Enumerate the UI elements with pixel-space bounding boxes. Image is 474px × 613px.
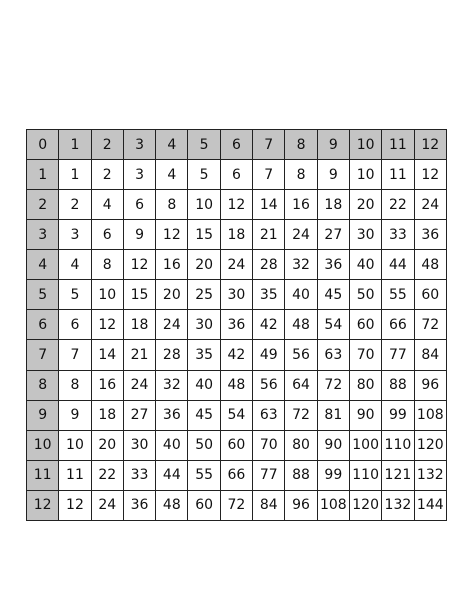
product-cell: 20 xyxy=(156,280,188,310)
product-cell: 55 xyxy=(188,460,220,490)
product-cell: 12 xyxy=(59,490,91,520)
product-cell: 24 xyxy=(156,310,188,340)
product-cell: 14 xyxy=(91,340,123,370)
product-cell: 24 xyxy=(123,370,155,400)
column-header: 10 xyxy=(349,130,381,160)
product-cell: 88 xyxy=(285,460,317,490)
product-cell: 44 xyxy=(156,460,188,490)
column-header: 12 xyxy=(414,130,446,160)
product-cell: 11 xyxy=(59,460,91,490)
product-cell: 10 xyxy=(59,430,91,460)
product-cell: 120 xyxy=(349,490,381,520)
product-cell: 22 xyxy=(91,460,123,490)
product-cell: 66 xyxy=(382,310,414,340)
product-cell: 15 xyxy=(123,280,155,310)
product-cell: 12 xyxy=(156,220,188,250)
product-cell: 36 xyxy=(414,220,446,250)
product-cell: 16 xyxy=(91,370,123,400)
table-row xyxy=(27,400,447,430)
product-cell: 84 xyxy=(414,340,446,370)
row-header: 3 xyxy=(27,220,59,250)
product-cell: 36 xyxy=(123,490,155,520)
product-cell: 5 xyxy=(59,280,91,310)
product-cell: 24 xyxy=(220,250,252,280)
product-cell: 44 xyxy=(382,250,414,280)
product-cell: 1 xyxy=(59,160,91,190)
table-row xyxy=(27,190,447,220)
product-cell: 48 xyxy=(156,490,188,520)
product-cell: 60 xyxy=(414,280,446,310)
product-cell: 63 xyxy=(317,340,349,370)
product-cell: 90 xyxy=(317,430,349,460)
multiplication-table xyxy=(26,129,447,521)
product-cell: 6 xyxy=(220,160,252,190)
corner-cell: 0 xyxy=(27,130,59,160)
product-cell: 9 xyxy=(59,400,91,430)
column-header: 4 xyxy=(156,130,188,160)
product-cell: 6 xyxy=(59,310,91,340)
product-cell: 18 xyxy=(317,190,349,220)
product-cell: 45 xyxy=(188,400,220,430)
product-cell: 110 xyxy=(382,430,414,460)
product-cell: 77 xyxy=(382,340,414,370)
column-header: 2 xyxy=(91,130,123,160)
product-cell: 2 xyxy=(91,160,123,190)
product-cell: 84 xyxy=(253,490,285,520)
product-cell: 10 xyxy=(91,280,123,310)
product-cell: 56 xyxy=(253,370,285,400)
product-cell: 132 xyxy=(382,490,414,520)
product-cell: 70 xyxy=(349,340,381,370)
product-cell: 80 xyxy=(349,370,381,400)
product-cell: 33 xyxy=(382,220,414,250)
table-row xyxy=(27,220,447,250)
product-cell: 6 xyxy=(91,220,123,250)
product-cell: 80 xyxy=(285,430,317,460)
product-cell: 12 xyxy=(220,190,252,220)
row-header: 6 xyxy=(27,310,59,340)
product-cell: 144 xyxy=(414,490,446,520)
product-cell: 3 xyxy=(59,220,91,250)
product-cell: 60 xyxy=(188,490,220,520)
product-cell: 32 xyxy=(156,370,188,400)
column-header: 5 xyxy=(188,130,220,160)
product-cell: 11 xyxy=(382,160,414,190)
product-cell: 25 xyxy=(188,280,220,310)
product-cell: 40 xyxy=(349,250,381,280)
product-cell: 50 xyxy=(349,280,381,310)
table-body xyxy=(27,130,447,521)
product-cell: 77 xyxy=(253,460,285,490)
product-cell: 24 xyxy=(91,490,123,520)
product-cell: 63 xyxy=(253,400,285,430)
product-cell: 42 xyxy=(220,340,252,370)
product-cell: 28 xyxy=(253,250,285,280)
product-cell: 48 xyxy=(285,310,317,340)
product-cell: 21 xyxy=(253,220,285,250)
table-row xyxy=(27,490,447,520)
product-cell: 90 xyxy=(349,400,381,430)
product-cell: 96 xyxy=(285,490,317,520)
product-cell: 30 xyxy=(188,310,220,340)
product-cell: 12 xyxy=(414,160,446,190)
product-cell: 4 xyxy=(91,190,123,220)
product-cell: 24 xyxy=(285,220,317,250)
product-cell: 72 xyxy=(414,310,446,340)
product-cell: 9 xyxy=(317,160,349,190)
product-cell: 72 xyxy=(285,400,317,430)
column-header: 11 xyxy=(382,130,414,160)
product-cell: 30 xyxy=(220,280,252,310)
product-cell: 27 xyxy=(317,220,349,250)
product-cell: 72 xyxy=(220,490,252,520)
product-cell: 24 xyxy=(414,190,446,220)
column-header: 3 xyxy=(123,130,155,160)
product-cell: 16 xyxy=(156,250,188,280)
product-cell: 60 xyxy=(349,310,381,340)
product-cell: 132 xyxy=(414,460,446,490)
product-cell: 70 xyxy=(253,430,285,460)
product-cell: 108 xyxy=(414,400,446,430)
product-cell: 30 xyxy=(349,220,381,250)
product-cell: 7 xyxy=(59,340,91,370)
product-cell: 5 xyxy=(188,160,220,190)
product-cell: 21 xyxy=(123,340,155,370)
product-cell: 50 xyxy=(188,430,220,460)
product-cell: 32 xyxy=(285,250,317,280)
table-row xyxy=(27,430,447,460)
product-cell: 48 xyxy=(414,250,446,280)
product-cell: 3 xyxy=(123,160,155,190)
product-cell: 40 xyxy=(156,430,188,460)
row-header: 10 xyxy=(27,430,59,460)
product-cell: 8 xyxy=(156,190,188,220)
product-cell: 28 xyxy=(156,340,188,370)
product-cell: 49 xyxy=(253,340,285,370)
product-cell: 14 xyxy=(253,190,285,220)
product-cell: 35 xyxy=(188,340,220,370)
product-cell: 55 xyxy=(382,280,414,310)
product-cell: 60 xyxy=(220,430,252,460)
product-cell: 4 xyxy=(59,250,91,280)
product-cell: 81 xyxy=(317,400,349,430)
table-row xyxy=(27,280,447,310)
product-cell: 40 xyxy=(285,280,317,310)
product-cell: 27 xyxy=(123,400,155,430)
product-cell: 36 xyxy=(317,250,349,280)
product-cell: 99 xyxy=(382,400,414,430)
product-cell: 42 xyxy=(253,310,285,340)
product-cell: 20 xyxy=(188,250,220,280)
product-cell: 18 xyxy=(123,310,155,340)
table-row xyxy=(27,160,447,190)
product-cell: 8 xyxy=(285,160,317,190)
product-cell: 10 xyxy=(349,160,381,190)
row-header: 11 xyxy=(27,460,59,490)
product-cell: 22 xyxy=(382,190,414,220)
product-cell: 120 xyxy=(414,430,446,460)
header-row xyxy=(27,130,447,160)
product-cell: 100 xyxy=(349,430,381,460)
product-cell: 54 xyxy=(317,310,349,340)
product-cell: 30 xyxy=(123,430,155,460)
product-cell: 7 xyxy=(253,160,285,190)
product-cell: 88 xyxy=(382,370,414,400)
column-header: 9 xyxy=(317,130,349,160)
product-cell: 64 xyxy=(285,370,317,400)
row-header: 9 xyxy=(27,400,59,430)
product-cell: 18 xyxy=(91,400,123,430)
column-header: 1 xyxy=(59,130,91,160)
table-row xyxy=(27,340,447,370)
row-header: 2 xyxy=(27,190,59,220)
row-header: 12 xyxy=(27,490,59,520)
product-cell: 8 xyxy=(91,250,123,280)
product-cell: 20 xyxy=(349,190,381,220)
column-header: 8 xyxy=(285,130,317,160)
row-header: 1 xyxy=(27,160,59,190)
table-row xyxy=(27,370,447,400)
table-row xyxy=(27,250,447,280)
row-header: 7 xyxy=(27,340,59,370)
product-cell: 72 xyxy=(317,370,349,400)
table-row xyxy=(27,310,447,340)
product-cell: 12 xyxy=(91,310,123,340)
product-cell: 110 xyxy=(349,460,381,490)
product-cell: 66 xyxy=(220,460,252,490)
product-cell: 45 xyxy=(317,280,349,310)
product-cell: 10 xyxy=(188,190,220,220)
product-cell: 121 xyxy=(382,460,414,490)
product-cell: 18 xyxy=(220,220,252,250)
product-cell: 16 xyxy=(285,190,317,220)
row-header: 5 xyxy=(27,280,59,310)
product-cell: 48 xyxy=(220,370,252,400)
product-cell: 36 xyxy=(220,310,252,340)
row-header: 4 xyxy=(27,250,59,280)
product-cell: 33 xyxy=(123,460,155,490)
product-cell: 2 xyxy=(59,190,91,220)
product-cell: 40 xyxy=(188,370,220,400)
product-cell: 12 xyxy=(123,250,155,280)
table-row xyxy=(27,460,447,490)
product-cell: 99 xyxy=(317,460,349,490)
column-header: 6 xyxy=(220,130,252,160)
product-cell: 96 xyxy=(414,370,446,400)
product-cell: 8 xyxy=(59,370,91,400)
product-cell: 56 xyxy=(285,340,317,370)
product-cell: 35 xyxy=(253,280,285,310)
product-cell: 36 xyxy=(156,400,188,430)
product-cell: 6 xyxy=(123,190,155,220)
product-cell: 108 xyxy=(317,490,349,520)
product-cell: 15 xyxy=(188,220,220,250)
column-header: 7 xyxy=(253,130,285,160)
product-cell: 4 xyxy=(156,160,188,190)
row-header: 8 xyxy=(27,370,59,400)
product-cell: 9 xyxy=(123,220,155,250)
product-cell: 20 xyxy=(91,430,123,460)
product-cell: 54 xyxy=(220,400,252,430)
